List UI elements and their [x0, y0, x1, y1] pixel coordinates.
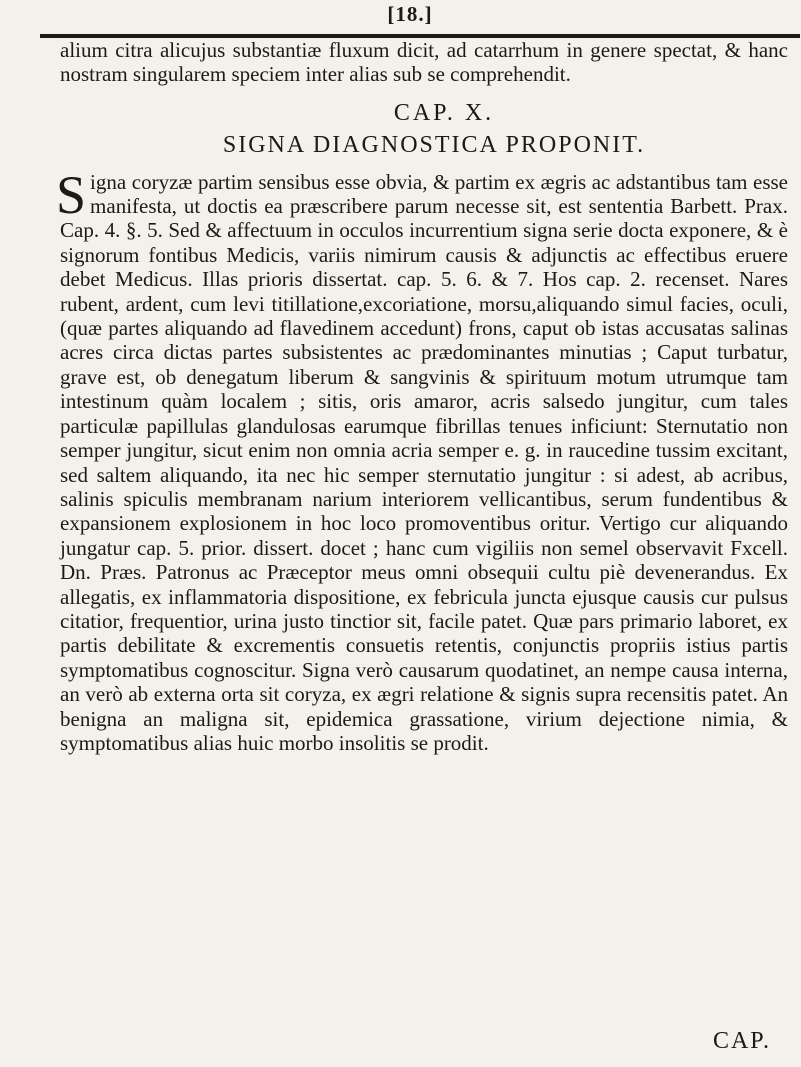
main-paragraph — [56, 164, 788, 756]
text-block — [56, 38, 788, 755]
main-paragraph-text: igna coryzæ partim sensibus esse obvia, & partim ex ægris ac adstantibus tam esse manifesta, ut doctis ea præscribere parum necesse sit, est sententia Barbett. Prax. Cap. 4. §. 5. Sed & affectuum in occulos incurrentium signa serie docta exponere, & è signorum fontibus Medicis, variis nimirum causis & adjunctis ac effectibus eruere debet Medicus. Illas prioris dissertat. cap. 5. 6. & 7. Hos cap. 2. recenset. Nares rubent, ardent, cum levi titillatione,excoriatione, morsu,aliquando simul facies, oculi, (quæ partes aliquando ad flavedinem accedunt) frons, caput ob istas accusatas salinas acres circa dictas partes subsistentes ac prædominantes minutias ; Caput turbatur, grave est, ob denegatum liberum & sangvinis & spirituum motum utrumque tam intestinum quàm localem ; sitis, oris amaror, acris salsedo jungitur, cum tales particulæ papillulas glandulosas earumque fibrillas tenues inficiunt: Sternutatio non semper jungitur, sicut enim non omnia acria semper e. g. in raucedine tussim excitant, sed saltem aliquando, ita nec hic semper sternutatio jungitur : si adest, ab acribus, salinis spiculis membranam narium interiorem vellicantibus, serum fundentibus & expansionem explosionem in hoc loco promoventibus oritur. Vertigo cur aliquando jungatur cap. 5. prior. dissert. docet ; hanc cum vigiliis non semel observavit Fxcell. Dn. Præs. Patronus ac Præceptor meus omni obsequii cultu piè devenerandus. Ex allegatis, ex inflammatoria dispositione, ex febricula juncta ejusque causis cur pulsus citatior, frequentior, urina justo tinctior sit, facile patet. Quæ pars primario laboret, ex partis debilitate & excrementis consuetis retentis, conjunctis propriis istius partis symptomatibus cognoscitur. Signa verò causarum quodatinet, an nempe causa interna, an verò ab externa orta sit coryza, ex ægri relatione & signis supra recensitis patet. An benigna an maligna sit, epidemica grassatione, virium dejectione nimia, & symptomatibus alias huic morbo insolitis se prodit. — [60, 169, 788, 755]
chapter-heading: CAP. X. — [393, 99, 495, 126]
chapter-title: SIGNA DIAGNOSTICA PROPONIT. — [222, 132, 646, 159]
drop-cap: S — [56, 164, 87, 225]
catchword: CAP. — [712, 1028, 771, 1054]
page-number-header: [18.] — [387, 2, 433, 26]
intro-paragraph: alium citra alicujus substantiæ fluxum dicit, ad catarrhum in genere spectat, & hanc nostram singularem speciem inter alias sub se comprehendit. — [60, 38, 788, 87]
